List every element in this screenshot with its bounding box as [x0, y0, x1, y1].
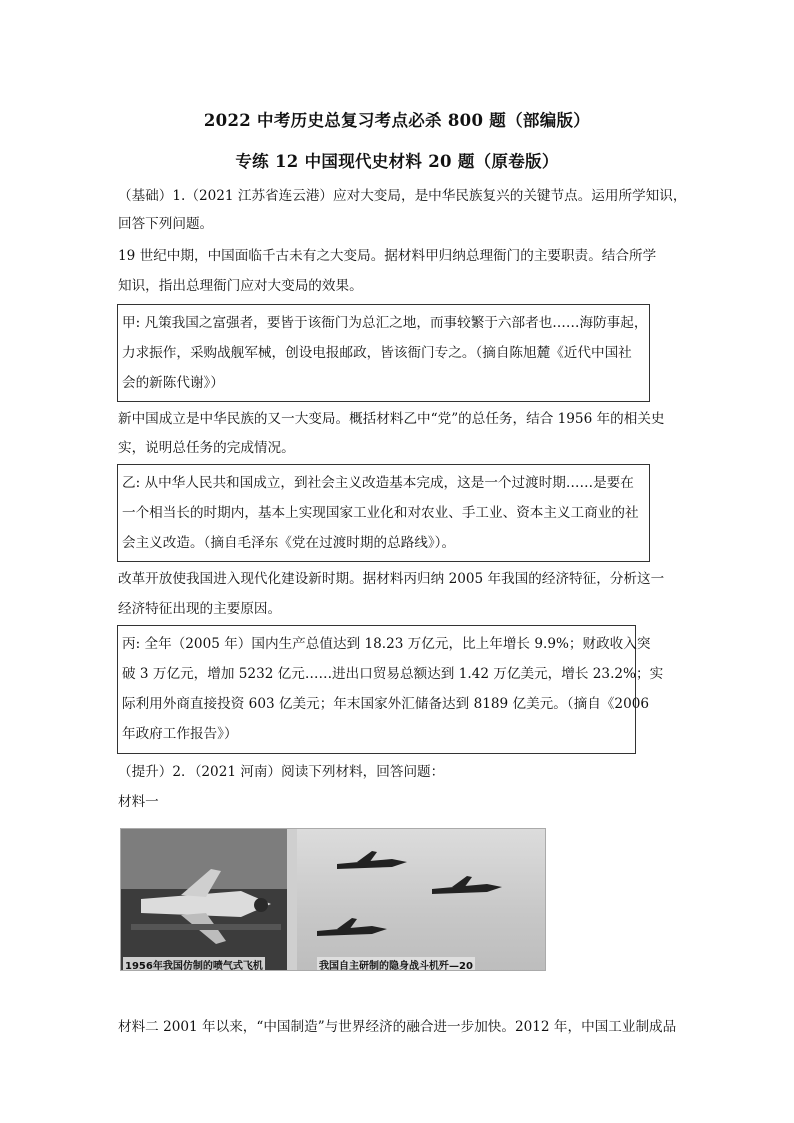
material-jia-line-3: 会的新陈代谢》）: [122, 375, 224, 391]
material-bing-line-4: 年政府工作报告》）: [122, 726, 238, 742]
q1-part3-line-1: 改革开放使我国进入现代化建设新时期。据材料丙归纳 2005 年我国的经济特征，分析这一: [118, 571, 665, 587]
stealth-jets-icon: [297, 829, 546, 971]
material-bing-line-1: 丙: 全年（2005 年）国内生产总值达到 18.23 万亿元，比上年增长 9.9%；财政收入突: [122, 636, 651, 652]
material-1-photo: [120, 828, 546, 971]
j20-photo: [297, 829, 546, 971]
q1-intro-line-1: （基础）1.（2021 江苏省连云港）应对大变局，是中华民族复兴的关键节点。运用所学知识，: [118, 188, 687, 204]
q1-part1-line-2: 知识，指出总理衙门应对大变局的效果。: [118, 278, 363, 294]
q1-part2-line-2: 实，说明总任务的完成情况。: [118, 440, 295, 456]
material-jia-box: [117, 304, 650, 402]
material-1-label: 材料一: [118, 794, 159, 810]
q2-intro: （提升）2．（2021 河南）阅读下列材料，回答问题：: [118, 764, 445, 780]
material-yi-line-3: 会主义改造。（摘自毛泽东《党在过渡时期的总路线》）。: [122, 535, 456, 551]
q1-part3-line-2: 经济特征出现的主要原因。: [118, 601, 282, 617]
material-2-line: 材料二 2001 年以来，“中国制造”与世界经济的融合进一步加快。2012 年，中国工业制成品: [118, 1019, 677, 1035]
q1-part2-line-1: 新中国成立是中华民族的又一大变局。概括材料乙中“党”的总任务，结合 1956 年的相关史: [118, 411, 665, 427]
caption-left: 1956年我国仿制的喷气式飞机: [123, 957, 265, 971]
document-subtitle: 专练 12 中国现代史材料 20 题（原卷版）: [235, 152, 559, 171]
caption-right: 我国自主研制的隐身战斗机歼—20: [317, 957, 475, 971]
material-jia-line-1: 甲: 凡策我国之富强者，要皆于该衙门为总汇之地，而事较繁于六部者也……海防事起，: [122, 315, 648, 331]
material-bing-box: [117, 625, 664, 754]
document-title: 2022 中考历史总复习考点必杀 800 题（部编版）: [203, 111, 591, 130]
q1-part1-line-1: 19 世纪中期，中国面临千古未有之大变局。据材料甲归纳总理衙门的主要职责。结合所学: [118, 248, 657, 264]
jet-1956-photo: [121, 829, 287, 971]
material-jia-line-2: 力求振作，采购战舰军械，创设电报邮政，皆该衙门专之。（摘自陈旭麓《近代中国社: [122, 345, 632, 361]
material-yi-line-1: 乙: 从中华人民共和国成立，到社会主义改造基本完成，这是一个过渡时期……是要在: [122, 475, 634, 491]
material-bing-line-3: 际利用外商直接投资 603 亿美元；年末国家外汇储备达到 8189 亿美元。（摘自《2006: [122, 696, 650, 712]
material-yi-box: [117, 464, 650, 562]
jet-silhouette-icon: [121, 829, 287, 971]
q1-intro-line-2: 回答下列问题。: [118, 216, 214, 232]
material-yi-line-2: 一个相当长的时期内，基本上实现国家工业化和对农业、手工业、资本主义工商业的社: [122, 505, 639, 521]
material-bing-line-2: 破 3 万亿元，增加 5232 亿元……进出口贸易总额达到 1.42 万亿美元，增长 23.2%；实: [122, 666, 664, 682]
